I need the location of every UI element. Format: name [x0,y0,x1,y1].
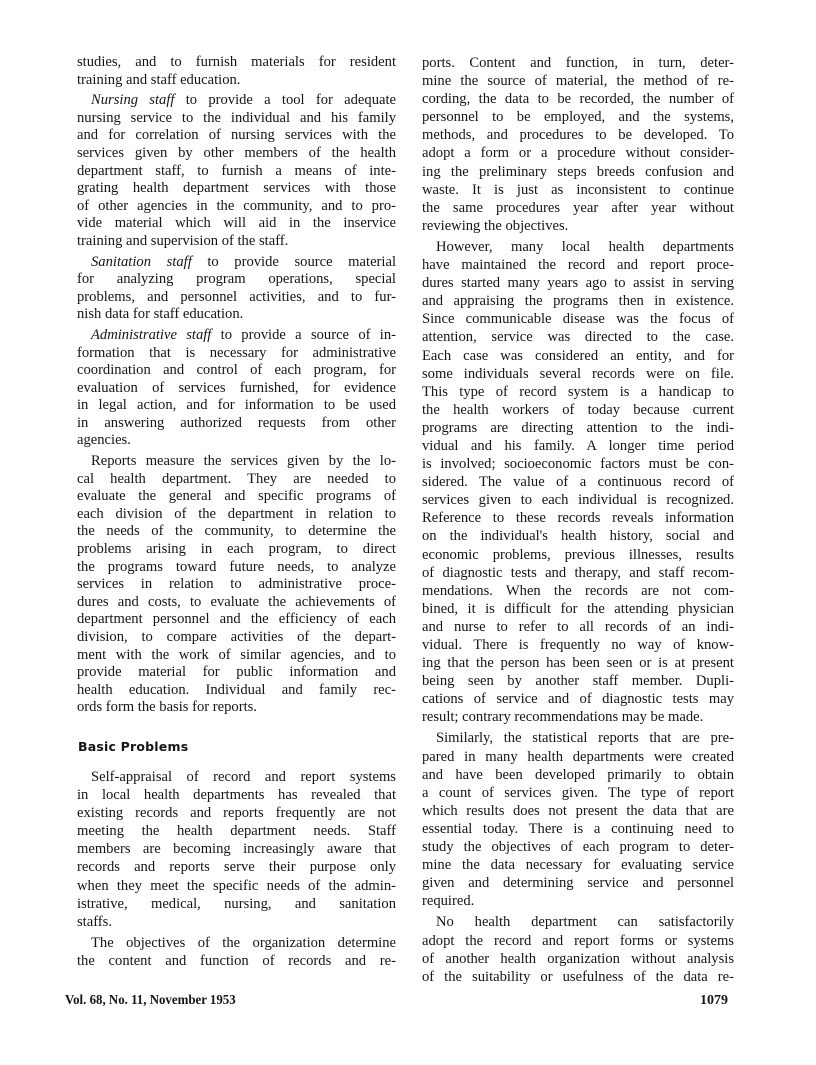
line-text: and have been developed primarily to obtain [422,766,734,783]
line-text: which results does not present the data that are [422,802,734,819]
line-text: pared in many health departments were created [422,748,734,765]
line-text: mendations. When the records are not com- [422,582,734,599]
paragraph [77,768,396,931]
text-line [422,968,734,986]
text-line [422,820,734,838]
line-text: services given by other members of the health [77,144,396,161]
line-text: Each case was considered an entity, and for [422,347,734,364]
line-text: to provide a tool for adequate [174,92,396,109]
line-text: mine the data necessary for evaluating service [422,857,734,874]
line-text: staffs. [77,913,112,930]
line-text: The objectives of the organization determine [91,934,396,951]
text-line [77,432,396,450]
text-line [77,840,396,858]
text-line [422,54,734,72]
text-line [422,437,734,455]
text-line [77,163,396,181]
paragraph [77,934,396,970]
line-text: cations of service and of diagnostic tests may [422,691,734,708]
journal-citation: Vol. 68, No. 11, November 1953 [65,993,236,1008]
text-line [77,647,396,665]
text-line [77,768,396,786]
text-line [77,858,396,876]
text-line [77,594,396,612]
text-line [77,289,396,307]
line-text: some individuals several records were on file. [422,365,734,382]
text-line [422,455,734,473]
line-text: No health department can satisfactorily [436,914,734,931]
text-line [77,541,396,559]
paragraph [77,453,396,717]
line-text: members are becoming increasingly aware that [77,841,396,858]
paragraph [77,92,396,250]
italic-lead: Sanitation staff [91,253,192,270]
text-line [77,559,396,577]
line-text: existing records and reports frequently are not [77,805,396,822]
text-line [77,877,396,895]
text-line [77,233,396,251]
line-text: cording, the data to be recorded, the number of [422,91,734,108]
text-line [422,401,734,419]
paragraph [77,54,396,89]
line-text: of the suitability or usefulness of the data re- [422,968,734,985]
line-text: programs are directing attention to the indi- [422,419,734,436]
text-line [77,934,396,952]
line-text: grating health department services with those [77,180,396,197]
line-text: ing the preliminary steps breeds confusion and [422,163,734,180]
left-column-bottom [77,768,396,973]
line-text: agencies. [77,432,131,449]
line-text: when they meet the specific needs of the admin- [77,877,396,894]
line-text: result; contrary recommendations may be made. [422,709,704,726]
text-line [422,509,734,527]
line-text: Similarly, the statistical reports that are pre- [436,730,734,747]
line-text: adopt the record and report forms or systems [422,932,734,949]
text-line [422,365,734,383]
line-text: dures and costs, to evaluate the achievements of [77,593,396,610]
text-line [422,126,734,144]
line-text: meeting the health department needs. Staff [77,823,396,840]
text-line [77,397,396,415]
text-line [77,523,396,541]
line-text: mine the source of material, the method of re- [422,73,734,90]
text-line [77,362,396,380]
line-text: economic problems, previous illnesses, results [422,546,734,563]
text-line [77,306,396,324]
text-line [422,654,734,672]
line-text: given and determining service and personnel [422,875,734,892]
text-line [422,473,734,491]
line-text: the same procedures year after year without [422,199,734,216]
text-line [422,527,734,545]
line-text: the content and function of records and re- [77,952,396,969]
text-line [422,802,734,820]
text-line [422,913,734,931]
text-line [422,582,734,600]
line-text: evaluation of services furnished, for evidence [77,379,396,396]
text-line [422,274,734,292]
text-line [422,838,734,856]
text-line [77,215,396,233]
line-text: Reference to these records reveals information [422,510,734,527]
text-line [77,488,396,506]
text-line [77,198,396,216]
line-text: required. [422,893,475,910]
line-text: This type of record system is a handicap to [422,383,734,400]
text-line [422,90,734,108]
text-line [77,804,396,822]
line-text: services in relation to administrative proce- [77,576,396,593]
text-line [77,271,396,289]
line-text: essential today. There is a continuing need to [422,820,734,837]
line-text: the needs of the community, to determine the [77,523,396,540]
line-text: dures started many years ago to assist in serving [422,275,734,292]
line-text: studies, and to furnish materials for resident [77,54,396,70]
line-text: vidual. There is frequently no way of know- [422,637,734,653]
text-line [422,383,734,401]
text-line [77,786,396,804]
line-text: reviewing the objectives. [422,217,569,234]
text-line [77,895,396,913]
line-text: the programs toward future needs, to analyze [77,558,396,575]
left-column-top [77,54,396,720]
text-line [422,874,734,892]
text-line [77,611,396,629]
text-line [77,822,396,840]
line-text: sidered. The value of a continuous record of [422,474,734,491]
text-line [422,238,734,256]
line-text: of diagnostic tests and therapy, and staff recom- [422,564,734,581]
text-line [422,108,734,126]
line-text: formation that is necessary for administrative [77,344,396,361]
text-line [77,327,396,345]
text-line [77,682,396,700]
text-line [77,380,396,398]
line-text: on the individual's health history, social and [422,528,734,545]
line-text: training and supervision of the staff. [77,232,289,249]
line-text: training and staff education. [77,71,241,88]
text-line [77,54,396,72]
text-line [422,199,734,217]
line-text: cal health department. They are needed to [77,470,396,487]
line-text: provide material for public information and [77,664,396,681]
text-line [422,217,734,235]
line-text: adopt a form or a procedure without consider- [422,145,734,162]
text-line [422,856,734,874]
line-text: being seen by another staff member. Dupli- [422,673,734,690]
right-column [422,54,734,989]
text-line [422,600,734,618]
text-line [422,292,734,310]
text-line [77,629,396,647]
text-line [77,453,396,471]
text-line [422,163,734,181]
line-text: bined, it is difficult for the attending physician [422,600,734,617]
italic-lead: Nursing staff [91,92,175,109]
line-text: ing that the person has been seen or is at present [422,655,734,672]
line-text: is involved; socioeconomic factors must be con- [422,456,734,473]
line-text: waste. It is just as inconsistent to continue [422,181,734,198]
text-line [422,347,734,365]
paragraph [422,913,734,985]
line-text: nursing service to the individual and his family [77,109,396,126]
text-line [77,664,396,682]
text-line [77,471,396,489]
line-text: in answering authorized requests from other [77,414,396,431]
paragraph [77,327,396,450]
text-line [422,72,734,90]
paragraph [422,54,734,235]
line-text: of other agencies in the community, and to pro- [77,197,396,214]
line-text: problems arising in each program, to direct [77,541,396,558]
line-text: division, to compare activities of the depart- [77,629,396,645]
line-text: nish data for staff education. [77,306,244,323]
line-text: Reports measure the services given by the lo- [91,453,396,470]
text-line [77,506,396,524]
line-text: Since communicable disease was the focus of [422,311,734,328]
text-line [77,110,396,128]
text-line [422,748,734,766]
text-line [422,784,734,802]
text-line [77,180,396,198]
paragraph [77,254,396,324]
line-text: ords form the basis for reports. [77,699,257,716]
text-line [422,256,734,274]
line-text: and nurse to refer to all records of an indi- [422,618,734,635]
text-line [422,618,734,636]
text-line [422,892,734,910]
text-line [77,345,396,363]
text-line [77,127,396,145]
line-text: for analyzing program operations, special [77,271,396,288]
section-heading-basic-problems: Basic Problems [78,739,189,754]
line-text: ports. Content and function, in turn, deter- [422,55,734,71]
line-text: personnel to be employed, and the systems, [422,109,734,126]
line-text: methods, and procedures to be developed. To [422,127,734,144]
text-line [422,950,734,968]
line-text: Self-appraisal of record and report systems [91,769,396,785]
text-line [77,145,396,163]
text-line [77,699,396,717]
text-line [422,932,734,950]
italic-lead: Administrative staff [91,326,212,343]
line-text: department personnel and the efficiency of each [77,611,396,628]
text-line [77,576,396,594]
line-text: the health workers of today because current [422,401,734,418]
text-line [422,310,734,328]
text-line [422,181,734,199]
text-line [422,546,734,564]
text-line [422,419,734,437]
line-text: problems, and personnel activities, and to fur- [77,288,396,305]
text-line [422,729,734,747]
line-text: coordination and control of each program, for [77,362,396,379]
line-text: to provide a source of in- [211,326,396,343]
line-text: to provide source material [191,253,396,270]
text-line [422,766,734,784]
page-number: 1079 [700,993,728,1008]
line-text: evaluate the general and specific programs of [77,488,396,505]
text-line [422,636,734,654]
line-text: of another health organization without analysis [422,950,734,967]
paragraph [422,238,734,727]
text-line [77,415,396,433]
text-line [422,564,734,582]
text-line [422,144,734,162]
line-text: and for correlation of nursing services with the [77,127,396,144]
line-text: a count of services given. The type of report [422,784,734,801]
line-text: ment with the work of similar agencies, and to [77,646,396,663]
line-text: vidual and his family. A longer time period [422,437,734,454]
text-line [422,690,734,708]
text-line [77,254,396,272]
line-text: in legal action, and for information to be used [77,397,396,414]
text-line [422,491,734,509]
text-line [77,952,396,970]
line-text: attention, service was directed to the case. [422,329,734,346]
line-text: However, many local health departments [436,238,734,255]
line-text: istrative, medical, nursing, and sanitation [77,895,396,912]
text-line [77,913,396,931]
text-line [422,328,734,346]
line-text: and appraising the programs then in existence. [422,293,734,310]
line-text: each division of the department in relation to [77,505,396,522]
line-text: in local health departments has revealed that [77,787,396,804]
text-line [77,72,396,90]
text-line [77,92,396,110]
line-text: records and reports serve their purpose only [77,859,396,876]
text-line [422,672,734,690]
line-text: vide material which will aid in the inservice [77,215,396,232]
line-text: have maintained the record and report proce- [422,257,734,274]
line-text: study the objectives of each program to deter- [422,839,734,856]
line-text: health education. Individual and family rec- [77,681,396,698]
text-line [422,708,734,726]
line-text: services given to each individual is recognized. [422,492,734,509]
line-text: department staff, to furnish a means of inte- [77,162,396,179]
paragraph [422,729,734,910]
